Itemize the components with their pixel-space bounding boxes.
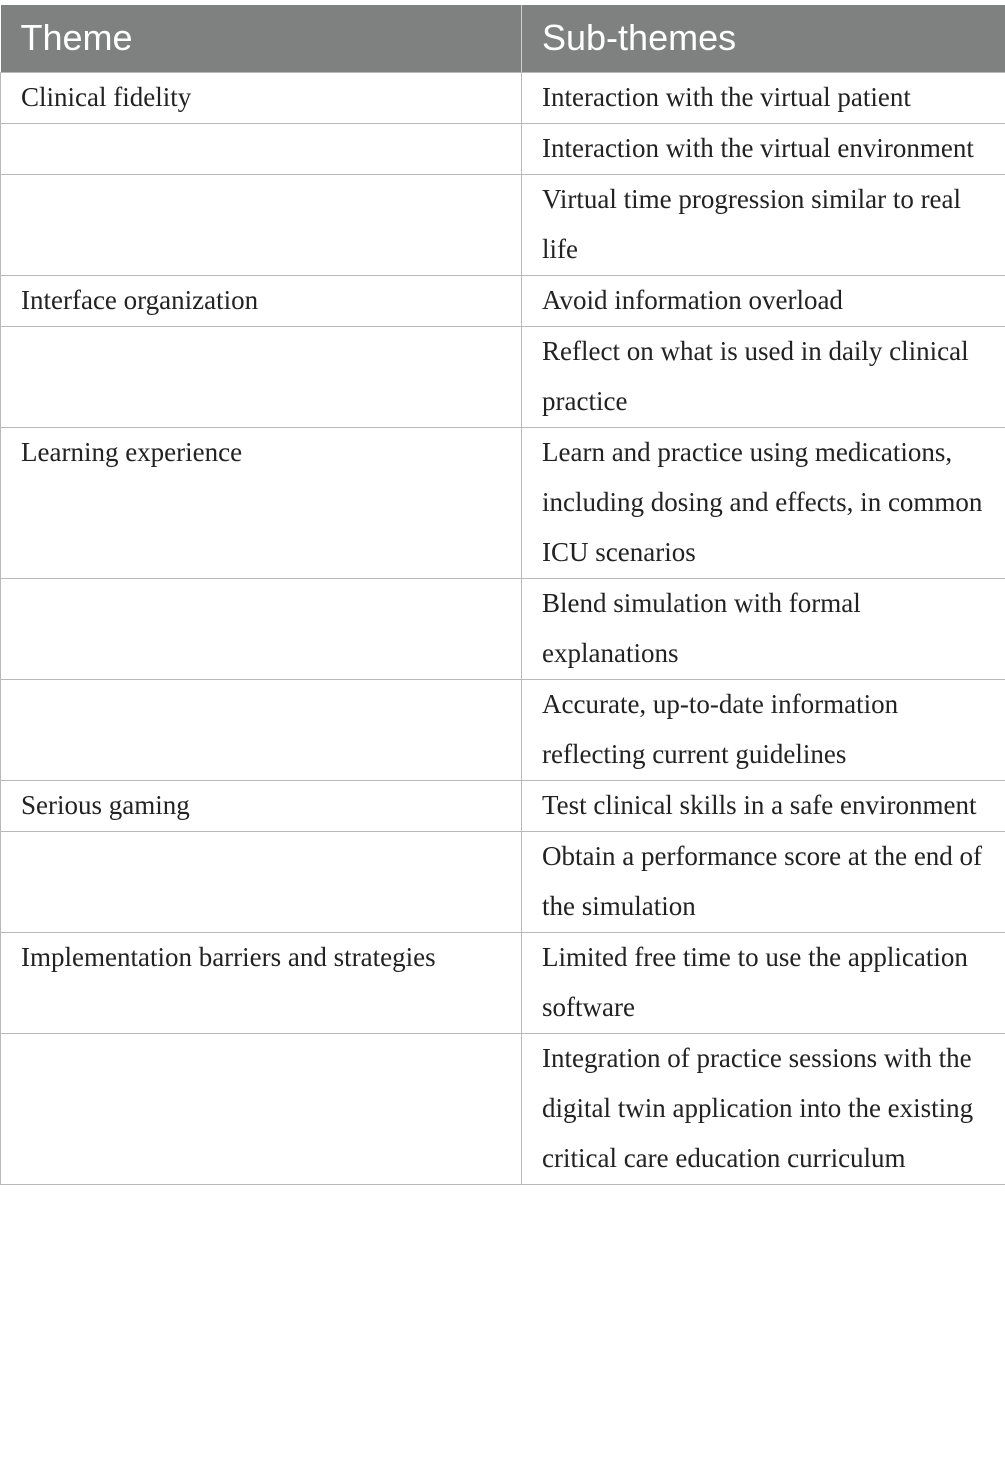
table-row	[1, 932, 1005, 1033]
subtheme-cell	[522, 174, 1005, 275]
theme-text: Interface organization	[21, 284, 259, 315]
table-row	[1, 780, 1005, 831]
subtheme-cell	[522, 831, 1005, 932]
table-row	[1, 831, 1005, 932]
header-theme: Theme	[1, 5, 522, 72]
header-row	[1, 5, 1005, 72]
theme-cell	[1, 932, 522, 1033]
theme-cell	[1, 578, 522, 679]
theme-cell	[1, 780, 522, 831]
subtheme-cell	[522, 427, 1005, 578]
subtheme-cell	[522, 123, 1005, 174]
theme-cell	[1, 174, 522, 275]
theme-text: Learning experience	[21, 436, 243, 467]
subtheme-cell	[522, 780, 1005, 831]
table-row	[1, 679, 1005, 780]
table-body	[1, 72, 1005, 1184]
subtheme-text: Virtual time progression similar to real life	[542, 183, 962, 264]
table-row	[1, 72, 1005, 123]
subtheme-cell	[522, 275, 1005, 326]
header-sub-themes: Sub-themes	[522, 5, 1005, 72]
theme-cell	[1, 326, 522, 427]
table-row	[1, 1033, 1005, 1184]
themes-table-container	[0, 5, 1005, 1185]
subtheme-text: Obtain a performance score at the end of the simulation	[542, 840, 983, 921]
subtheme-text: Integration of practice sessions with the digital twin application into the existing critical care education curriculum	[542, 1042, 974, 1173]
table-row	[1, 123, 1005, 174]
theme-cell	[1, 123, 522, 174]
table-row	[1, 427, 1005, 578]
subtheme-cell	[522, 72, 1005, 123]
theme-cell	[1, 275, 522, 326]
subtheme-text: Limited free time to use the application software	[542, 941, 968, 1022]
theme-cell	[1, 831, 522, 932]
table-row	[1, 326, 1005, 427]
subtheme-cell	[522, 1033, 1005, 1184]
theme-cell	[1, 427, 522, 578]
table-row	[1, 578, 1005, 679]
theme-text: Implementation barriers and strategies	[21, 941, 436, 972]
subtheme-text: Interaction with the virtual environment	[542, 132, 974, 163]
subtheme-cell	[522, 679, 1005, 780]
table-row	[1, 174, 1005, 275]
subtheme-cell	[522, 326, 1005, 427]
table-row	[1, 275, 1005, 326]
subtheme-cell	[522, 932, 1005, 1033]
subtheme-text: Avoid information overload	[542, 284, 843, 315]
subtheme-text: Interaction with the virtual patient	[542, 81, 911, 112]
theme-cell	[1, 1033, 522, 1184]
subtheme-text: Learn and practice using medications, including dosing and effects, in common ICU scenarios	[542, 436, 983, 567]
subtheme-text: Test clinical skills in a safe environment	[542, 789, 977, 820]
theme-cell	[1, 679, 522, 780]
subtheme-cell	[522, 578, 1005, 679]
theme-text: Serious gaming	[21, 789, 190, 820]
subtheme-text: Reflect on what is used in daily clinical practice	[542, 335, 969, 416]
theme-cell	[1, 72, 522, 123]
subtheme-text: Blend simulation with formal explanations	[542, 587, 861, 668]
themes-table	[0, 5, 1005, 1185]
table-header	[1, 5, 1005, 72]
theme-text: Clinical fidelity	[21, 81, 192, 112]
subtheme-text: Accurate, up-to-date information reflecting current guidelines	[542, 688, 899, 769]
